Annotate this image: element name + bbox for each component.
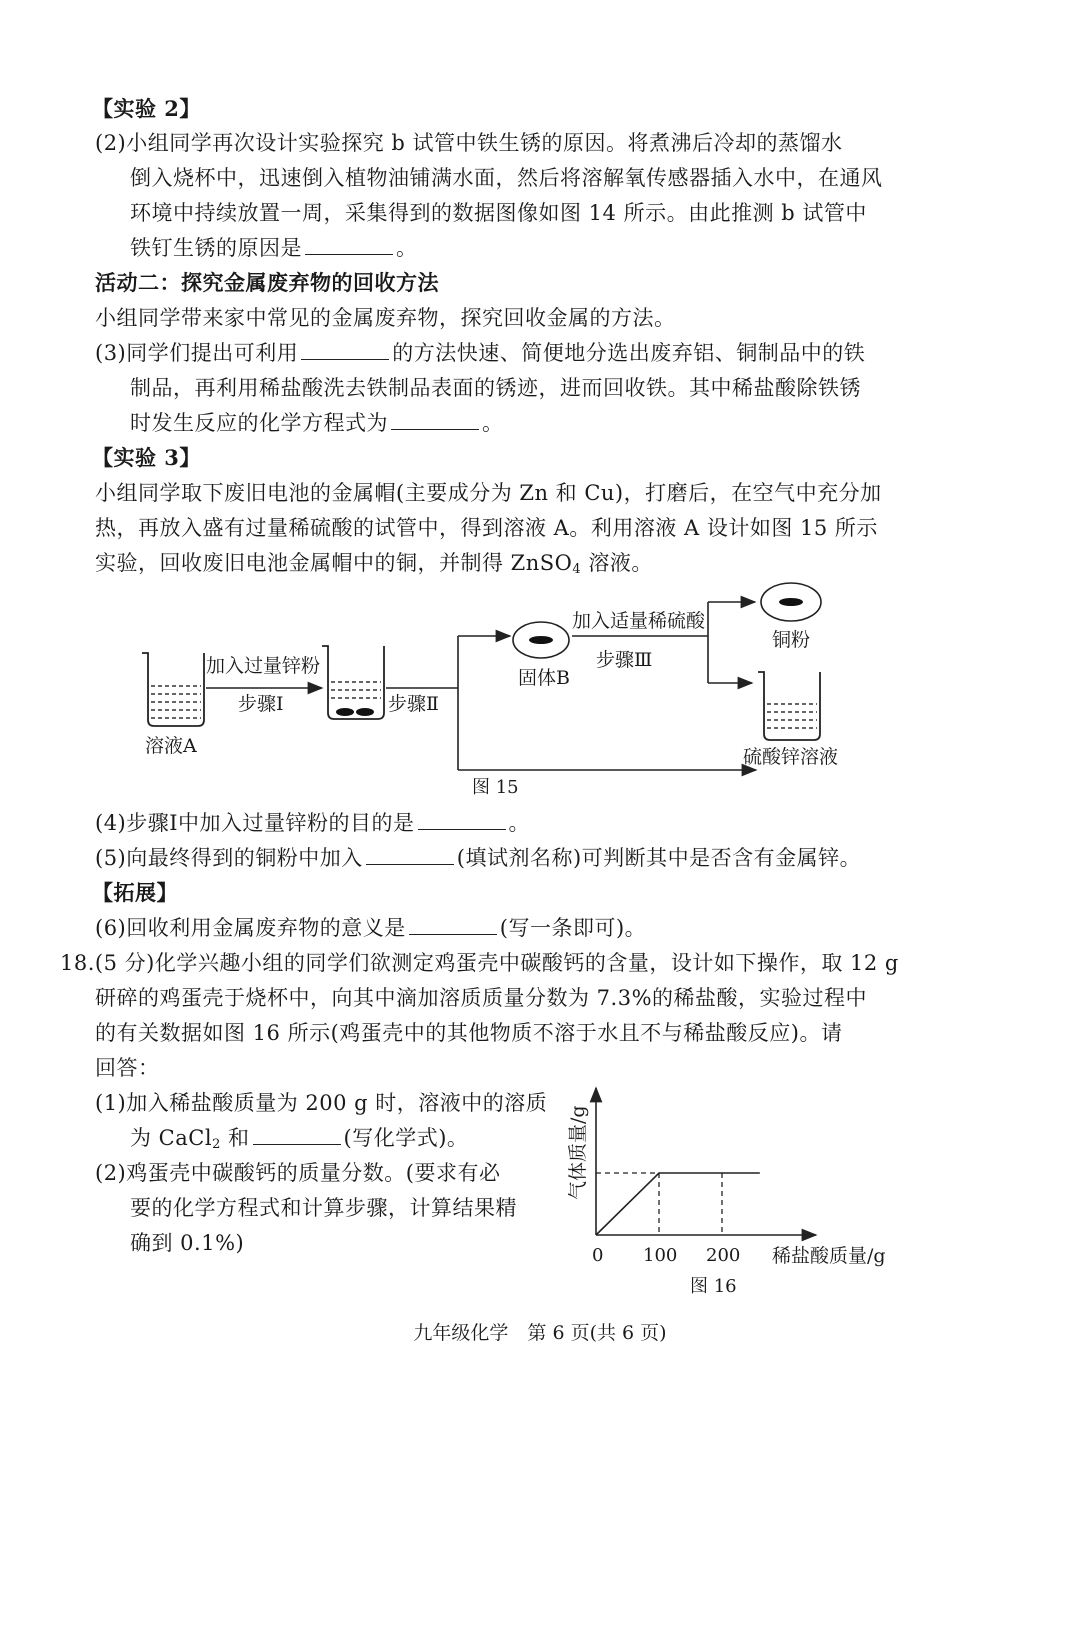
q4-text: (4)步骤Ⅰ中加入过量锌粉的目的是 <box>95 811 415 835</box>
q18-p1-a: 为 CaCl <box>130 1126 213 1150</box>
dish-solid-b <box>513 622 569 658</box>
q18-line-1: 18.(5 分)化学兴趣小组的同学们欲测定鸡蛋壳中碳酸钙的含量，设计如下操作，取 12 g <box>60 951 899 975</box>
exp3-line-1: 小组同学取下废旧电池的金属帽(主要成分为 Zn 和 Cu)，打磨后，在空气中充分加 <box>95 481 882 505</box>
q18-p1-line-2 <box>130 1123 468 1160</box>
figure-15-diagram <box>0 580 1080 800</box>
q5-end: (填试剂名称)可判断其中是否含有金属锌。 <box>456 846 862 870</box>
chart-x-tick: 100 <box>643 1245 678 1266</box>
chart-y-label: 气体质量/g <box>567 1105 589 1200</box>
q18-p1-sub: 2 <box>212 1137 221 1152</box>
q6-answer-blank[interactable] <box>409 914 497 935</box>
label-copper: 铜粉 <box>772 629 811 651</box>
figure-16-chart <box>560 1080 890 1310</box>
q5-reagent-blank[interactable] <box>366 844 454 865</box>
chart-caption: 图 16 <box>690 1276 737 1297</box>
q18-line-3: 的有关数据如图 16 所示(鸡蛋壳中的其他物质不溶于水且不与稀盐酸反应)。请 <box>95 1021 843 1045</box>
q3-line-1 <box>95 338 865 368</box>
beaker-solution-a <box>142 653 204 726</box>
exp3-line-3-b: 溶液。 <box>581 551 653 575</box>
q2-line-1: (2)小组同学再次设计实验探究 b 试管中铁生锈的原因。将煮沸后冷却的蒸馏水 <box>95 131 843 155</box>
dish-copper <box>761 583 821 621</box>
q6-text: (6)回收利用金属废弃物的意义是 <box>95 916 406 940</box>
q18-p1-b: 和 <box>220 1126 250 1150</box>
exp3-sub: 4 <box>572 562 582 577</box>
q4-line <box>95 808 530 838</box>
exp2-heading: 【实验 2】 <box>92 96 201 121</box>
label-step-3: 步骤Ⅲ <box>596 649 653 671</box>
q2-line-2: 倒入烧杯中，迅速倒入植物油铺满水面，然后将溶解氧传感器插入水中，在通风 <box>130 166 883 190</box>
q3-line-3-a: 时发生反应的化学方程式为 <box>130 411 388 435</box>
q5-line <box>95 843 861 873</box>
label-add-zinc: 加入过量锌粉 <box>206 655 321 677</box>
q18-formula-blank[interactable] <box>253 1124 341 1145</box>
q3-line-2: 制品，再利用稀盐酸洗去铁制品表面的锈迹，进而回收铁。其中稀盐酸除铁锈 <box>130 376 861 400</box>
q2-line-3: 环境中持续放置一周，采集得到的数据图像如图 14 所示。由此推测 b 试管中 <box>130 201 867 225</box>
q4-end: 。 <box>508 811 531 835</box>
q18-p1-line-1: (1)加入稀盐酸质量为 200 g 时，溶液中的溶质 <box>95 1091 548 1115</box>
q18-p2-line-1: (2)鸡蛋壳中碳酸钙的质量分数。(要求有必 <box>95 1161 501 1185</box>
page-footer: 九年级化学 第 6 页(共 6 页) <box>413 1322 667 1344</box>
exp3-line-2: 热，再放入盛有过量稀硫酸的试管中，得到溶液 A。利用溶液 A 设计如图 15 所示 <box>95 516 878 540</box>
q18-line-2: 研碎的鸡蛋壳于烧杯中，向其中滴加溶质质量分数为 7.3%的稀盐酸，实验过程中 <box>95 986 868 1010</box>
q2-answer-blank[interactable] <box>305 234 393 255</box>
q5-text: (5)向最终得到的铜粉中加入 <box>95 846 363 870</box>
q18-line-4: 回答： <box>95 1056 160 1080</box>
q3-equation-blank[interactable] <box>391 409 479 430</box>
q6-end: (写一条即可)。 <box>499 916 647 940</box>
exp3-line-3-a: 实验，回收废旧电池金属帽中的铜，并制得 ZnSO <box>95 551 573 575</box>
q3-method-blank[interactable] <box>301 339 389 360</box>
label-add-acid: 加入适量稀硫酸 <box>572 610 706 632</box>
q2-line-4 <box>130 233 418 263</box>
exp3-heading: 【实验 3】 <box>92 445 201 470</box>
q3-line-3-b: 。 <box>482 411 504 435</box>
q2-line-4-end: 。 <box>396 236 418 260</box>
q18-p2-line-3: 确到 0.1%) <box>130 1231 245 1255</box>
label-solid-b: 固体B <box>518 667 570 689</box>
q18-p1-c: (写化学式)。 <box>343 1126 469 1150</box>
q3-line-1-a: (3)同学们提出可利用 <box>95 341 299 365</box>
chart-series-line <box>596 1173 760 1235</box>
q3-line-3 <box>130 408 504 438</box>
activity2-intro: 小组同学带来家中常见的金属废弃物，探究回收金属的方法。 <box>95 306 676 330</box>
figure-15-caption: 图 15 <box>472 777 519 798</box>
beaker-after-zinc <box>322 646 384 719</box>
label-znso4: 硫酸锌溶液 <box>743 746 839 768</box>
q4-answer-blank[interactable] <box>418 809 506 830</box>
q18-p2-line-2: 要的化学方程式和计算步骤，计算结果精 <box>130 1196 517 1220</box>
beaker-znso4 <box>758 672 820 740</box>
q6-line <box>95 913 646 943</box>
chart-x-tick: 200 <box>706 1245 741 1266</box>
label-step-1: 步骤Ⅰ <box>238 693 284 715</box>
activity2-heading: 活动二：探究金属废弃物的回收方法 <box>95 270 439 295</box>
chart-x-tick: 0 <box>592 1245 604 1266</box>
chart-x-label: 稀盐酸质量/g <box>772 1245 886 1267</box>
expand-heading: 【拓展】 <box>92 880 178 905</box>
q3-line-1-b: 的方法快速、简便地分选出废弃铝、铜制品中的铁 <box>392 341 866 365</box>
label-solution-a: 溶液A <box>145 735 197 757</box>
q2-line-4-text: 铁钉生锈的原因是 <box>130 236 302 260</box>
label-step-2: 步骤Ⅱ <box>388 693 439 715</box>
